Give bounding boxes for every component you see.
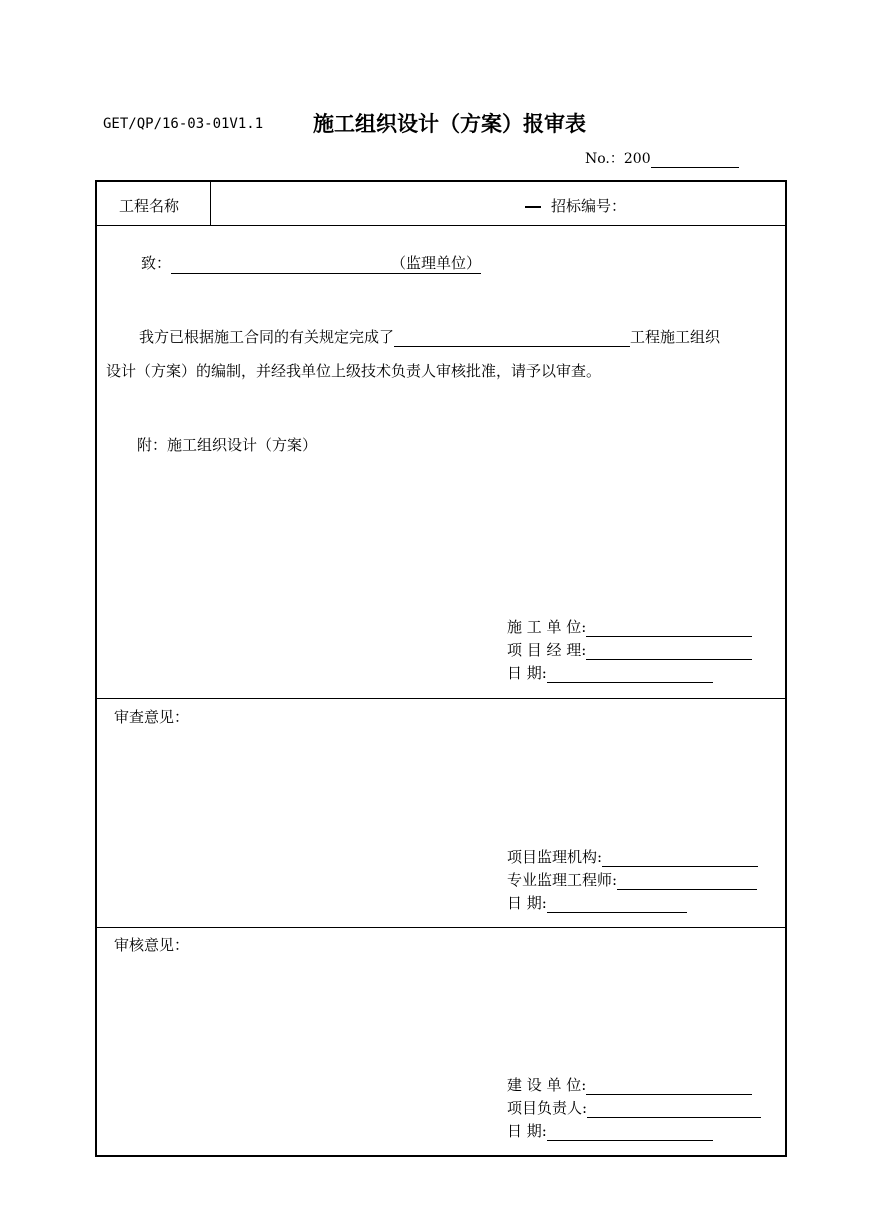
sign-supervision-org — [507, 846, 758, 867]
body-line1-end: 工程施工组织 — [630, 328, 721, 346]
project-name-label: 工程名称 — [119, 197, 180, 215]
sign-project-manager — [507, 639, 752, 660]
approval-opinion-heading: 审核意见： — [114, 936, 190, 954]
sign-engineer — [507, 869, 757, 890]
attachment-text: 附：施工组织设计（方案） — [137, 436, 318, 454]
sign-contractor-unit — [507, 616, 752, 637]
sign-engineer-line — [617, 874, 757, 890]
sign-date-3-line — [547, 1125, 713, 1141]
sign-date-1 — [507, 662, 713, 683]
to-line — [141, 252, 481, 274]
body-line1-start: 我方已根据施工合同的有关规定完成了 — [139, 328, 395, 346]
tender-no-label: 招标编号： — [551, 197, 627, 215]
section2-bottom-line — [97, 927, 785, 928]
sign-owner-unit-line — [586, 1079, 752, 1095]
form-table — [95, 180, 787, 1157]
section1-bottom-line — [97, 698, 785, 699]
sign-date-3 — [507, 1120, 713, 1141]
sign-project-manager-line — [586, 644, 752, 660]
sign-project-leader-line — [587, 1102, 761, 1118]
sign-date-2-line — [547, 897, 687, 913]
form-number-label: No.：200 — [585, 151, 651, 167]
sign-owner-unit — [507, 1074, 752, 1095]
sign-engineer-label: 专业监理工程师: — [507, 871, 618, 889]
sign-supervision-org-line — [602, 851, 758, 867]
review-opinion-heading: 审查意见： — [114, 708, 190, 726]
sign-contractor-unit-line — [586, 621, 752, 637]
supervisor-blank — [171, 258, 391, 274]
sign-contractor-unit-label: 施 工 单 位: — [507, 618, 587, 636]
sign-project-leader-label: 项目负责人: — [507, 1099, 588, 1117]
supervisor-unit-label: （监理单位） — [391, 254, 482, 272]
to-label: 致： — [141, 254, 172, 272]
tender-no — [525, 195, 626, 216]
row1-bottom-line — [97, 225, 785, 226]
sign-date-2-label: 日 期: — [507, 894, 547, 912]
body-line-2: 设计（方案）的编制，并经我单位上级技术负责人审核批准，请予以审查。 — [106, 362, 602, 380]
project-blank — [394, 331, 630, 347]
sign-project-leader — [507, 1097, 761, 1118]
dash-mark — [525, 206, 541, 208]
sign-date-1-label: 日 期: — [507, 664, 547, 682]
sign-project-manager-label: 项 目 经 理: — [507, 641, 587, 659]
sign-date-3-label: 日 期: — [507, 1122, 547, 1140]
form-code: GET/QP/16-03-01V1.1 — [103, 116, 264, 132]
form-number-line — [651, 153, 739, 168]
page-title: 施工组织设计（方案）报审表 — [313, 111, 586, 136]
sign-owner-unit-label: 建 设 单 位: — [507, 1076, 587, 1094]
body-line-1 — [139, 326, 720, 347]
row1-divider — [210, 182, 211, 226]
sign-supervision-org-label: 项目监理机构: — [507, 848, 603, 866]
sign-date-2 — [507, 892, 687, 913]
sign-date-1-line — [547, 667, 713, 683]
form-number — [585, 148, 739, 168]
